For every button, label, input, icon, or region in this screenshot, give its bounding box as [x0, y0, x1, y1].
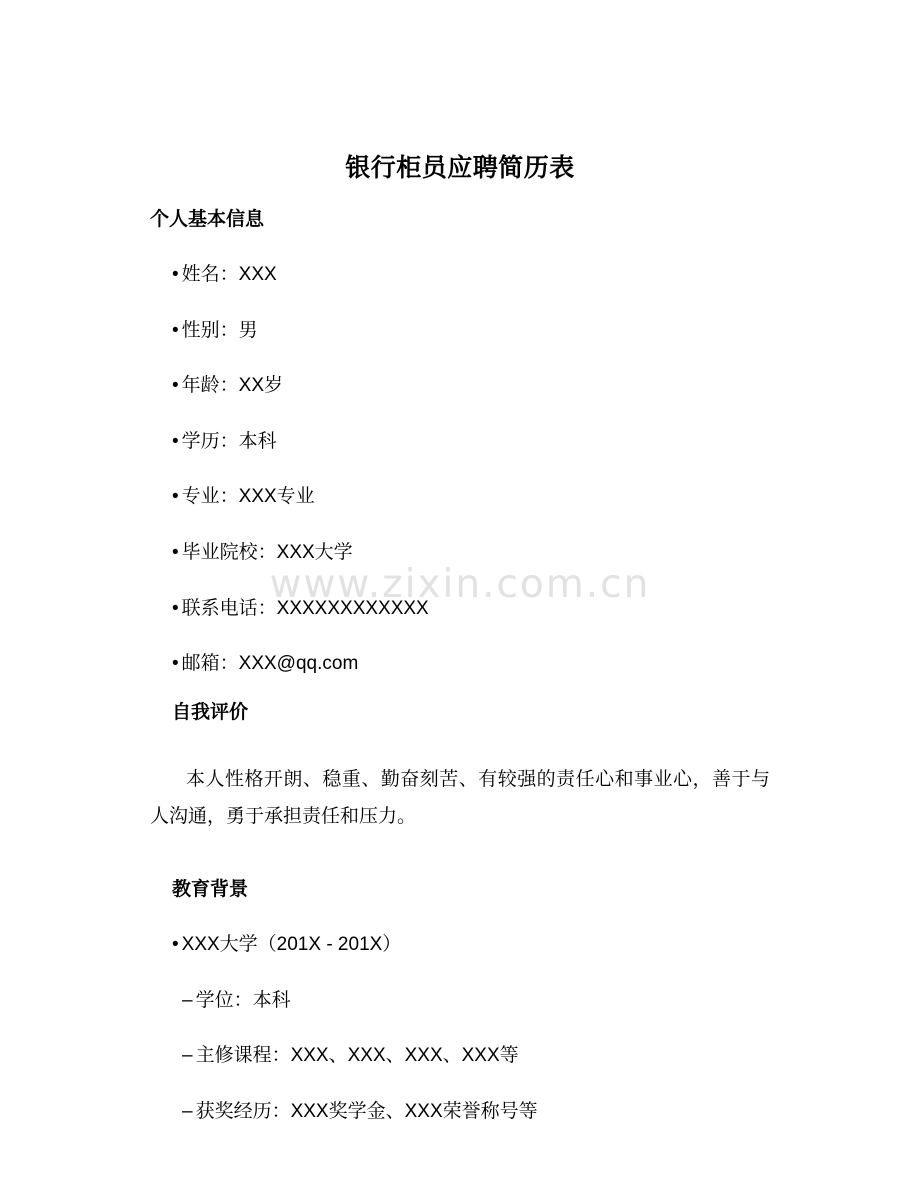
bullet-dot-icon: •	[172, 319, 179, 341]
section-heading-education: 教育背景	[172, 878, 249, 900]
list-item	[150, 1014, 770, 1070]
list-item-label: 邮箱：XXX@qq.com	[181, 653, 359, 675]
list-item-label: 联系电话：XXXXXXXXXXXX	[181, 597, 429, 619]
self-evaluation-paragraph: 本人性格开朗、稳重、勤奋刻苦、有较强的责任心和事业心，善于与人沟通，勇于承担责任和压力。	[150, 769, 770, 828]
list-item-label: 年龄：XX岁	[181, 375, 284, 397]
list-item	[150, 455, 770, 511]
dash-bullet-icon: –	[182, 989, 193, 1011]
watermark: www.zixin.com.cn	[269, 562, 651, 607]
list-item	[150, 622, 770, 678]
list-item-label: 专业：XXX专业	[181, 486, 315, 508]
list-item	[150, 289, 770, 345]
list-item	[150, 903, 770, 959]
bullet-dot-icon: •	[172, 934, 179, 956]
list-item-label: 姓名：XXX	[181, 264, 277, 286]
dash-bullet-icon: –	[182, 1100, 193, 1122]
list-item	[150, 1070, 770, 1126]
list-item	[150, 233, 770, 289]
bullet-dot-icon: •	[172, 375, 179, 397]
section-heading-self-evaluation: 自我评价	[172, 701, 249, 723]
list-item-label: XXX大学（201X - 201X）	[181, 934, 402, 956]
list-item	[150, 344, 770, 400]
list-item-label: 获奖经历：XXX奖学金、XXX荣誉称号等	[195, 1100, 538, 1122]
section-heading-personal-info: 个人基本信息	[150, 208, 265, 230]
bullet-dot-icon: •	[172, 597, 179, 619]
list-item	[150, 511, 770, 567]
list-item-label: 毕业院校：XXX大学	[181, 542, 353, 564]
list-item-label: 主修课程：XXX、XXX、XXX、XXX等	[195, 1045, 519, 1067]
list-item	[150, 959, 770, 1015]
document-content	[150, 0, 770, 1126]
bullet-dot-icon: •	[172, 542, 179, 564]
page-title: 银行柜员应聘简历表	[345, 154, 575, 182]
list-item-label: 学历：本科	[181, 430, 277, 452]
bullet-dot-icon: •	[172, 486, 179, 508]
bullet-dot-icon: •	[172, 264, 179, 286]
list-item-label: 性别：男	[181, 319, 258, 341]
bullet-dot-icon: •	[172, 430, 179, 452]
list-item	[150, 567, 770, 623]
list-item	[150, 400, 770, 456]
bullet-dot-icon: •	[172, 653, 179, 675]
dash-bullet-icon: –	[182, 1045, 193, 1067]
list-item-label: 学位：本科	[195, 989, 291, 1011]
